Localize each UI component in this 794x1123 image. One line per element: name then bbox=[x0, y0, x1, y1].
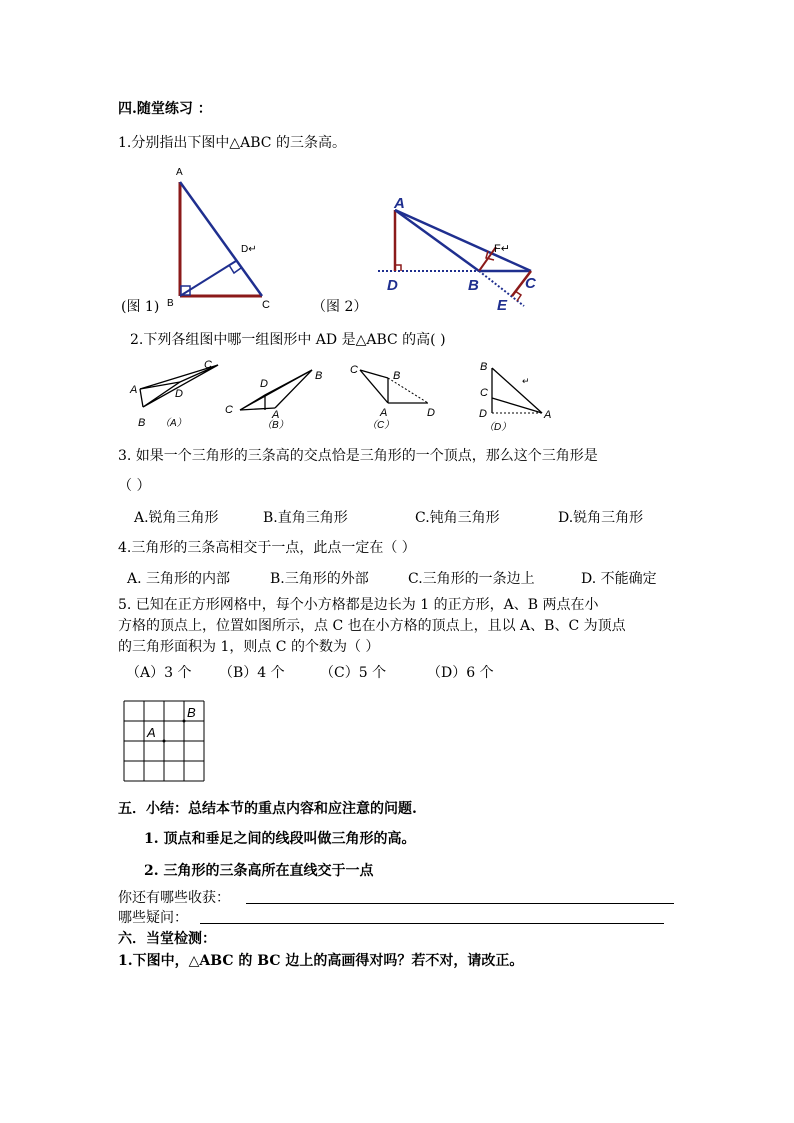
fig2-label-c: C bbox=[525, 275, 536, 292]
q5-grid bbox=[124, 701, 206, 783]
question-5-line-1: 5. 已知在正方形网格中，每个小方格都是边长为 1 的正方形，A、B 两点在小 bbox=[118, 597, 599, 613]
figure-1-caption: (图 1) bbox=[121, 299, 160, 315]
svg-text:C: C bbox=[225, 404, 233, 416]
figure-2-caption: （图 2） bbox=[312, 299, 368, 315]
summary-item-2: 2. 三角形的三条高所在直线交于一点 bbox=[144, 863, 374, 879]
fig1-label-b: B bbox=[167, 298, 174, 309]
svg-text:D: D bbox=[175, 388, 183, 400]
q4-option-d: D. 不能确定 bbox=[581, 571, 657, 587]
q4-option-a: A. 三角形的内部 bbox=[127, 571, 231, 587]
question-1: 1.分别指出下图中△ABC 的三条高。 bbox=[118, 135, 346, 151]
svg-text:D: D bbox=[427, 407, 435, 419]
q5-option-d: （D）6 个 bbox=[427, 665, 494, 681]
fig1-label-a: A bbox=[176, 167, 183, 178]
gains-answer-line bbox=[246, 903, 674, 904]
svg-text:（D）: （D） bbox=[484, 422, 512, 433]
fig2-label-f: F↵ bbox=[494, 243, 510, 255]
q5-option-a: （A）3 个 bbox=[126, 665, 192, 681]
fig1-label-c: C bbox=[262, 299, 270, 311]
doubts-label: 哪些疑问： bbox=[118, 910, 188, 926]
q5-option-b: （B）4 个 bbox=[219, 665, 285, 681]
q2-option-b-figure bbox=[220, 360, 340, 430]
q4-option-b: B.三角形的外部 bbox=[270, 571, 369, 587]
question-4: 4.三角形的三条高相交于一点，此点一定在（ ） bbox=[118, 540, 416, 556]
q5-option-c: （C）5 个 bbox=[320, 665, 387, 681]
q2-option-d-figure bbox=[474, 358, 574, 436]
question-2: 2.下列各组图中哪一组图形中 AD 是△ABC 的高( ) bbox=[130, 332, 446, 348]
svg-text:B: B bbox=[315, 370, 323, 382]
svg-text:C: C bbox=[480, 387, 488, 399]
figure-2 bbox=[375, 190, 545, 315]
svg-text:A: A bbox=[380, 407, 388, 419]
q3-option-d: D.锐角三角形 bbox=[558, 510, 644, 526]
svg-text:C: C bbox=[350, 364, 358, 376]
fig1-label-d: D↵ bbox=[241, 244, 257, 255]
svg-text:A: A bbox=[544, 409, 552, 421]
grid-label-a: A bbox=[147, 725, 156, 740]
section6-question-1: 1.下图中，△ABC 的 BC 边上的高画得对吗？若不对，请改正。 bbox=[118, 953, 524, 969]
grid-label-b: B bbox=[187, 705, 196, 720]
question-3-blank: （ ） bbox=[118, 478, 151, 494]
question-5-line-3: 的三角形面积为 1，则点 C 的个数为（ ） bbox=[118, 639, 380, 655]
figure-1 bbox=[150, 160, 290, 320]
svg-text:D: D bbox=[479, 408, 487, 420]
q2-option-c-figure bbox=[345, 358, 455, 436]
doubts-answer-line bbox=[200, 923, 664, 924]
grid-point-a bbox=[163, 740, 166, 743]
svg-text:D: D bbox=[260, 378, 268, 390]
svg-text:B: B bbox=[393, 370, 401, 382]
svg-text:（A）: （A） bbox=[160, 418, 187, 429]
grid-point-b bbox=[183, 720, 186, 723]
fig2-label-d: D bbox=[387, 277, 398, 294]
section4-title: 四.随堂练习 ： bbox=[118, 101, 212, 117]
gains-label: 你还有哪些收获： bbox=[118, 890, 230, 906]
svg-text:A: A bbox=[130, 384, 138, 396]
q2-option-a-figure bbox=[128, 355, 228, 435]
section6-title: 六．当堂检测： bbox=[118, 931, 216, 947]
summary-item-1: 1. 顶点和垂足之间的线段叫做三角形的高。 bbox=[144, 831, 416, 847]
question-3: 3. 如果一个三角形的三条高的交点恰是三角形的一个顶点，那么这个三角形是 bbox=[118, 448, 598, 464]
svg-text:↵: ↵ bbox=[522, 376, 530, 386]
q3-option-c: C.钝角三角形 bbox=[415, 510, 500, 526]
svg-text:（C）: （C） bbox=[367, 420, 395, 431]
q4-option-c: C.三角形的一条边上 bbox=[408, 571, 535, 587]
fig2-side-ab bbox=[395, 210, 479, 271]
q3-option-a: A.锐角三角形 bbox=[134, 510, 219, 526]
svg-text:B: B bbox=[138, 417, 146, 429]
svg-text:B: B bbox=[480, 361, 488, 373]
svg-text:C: C bbox=[204, 359, 212, 371]
svg-text:（B）: （B） bbox=[262, 420, 289, 431]
fig1-altitude-bd bbox=[180, 261, 236, 296]
fig1-side-ac bbox=[180, 182, 262, 296]
question-5-line-2: 方格的顶点上，位置如图所示，点 C 也在小方格的顶点上，且以 A、B、C 为顶点 bbox=[118, 618, 626, 634]
fig2-label-e: E bbox=[497, 297, 508, 314]
fig2-label-a: A bbox=[394, 195, 405, 212]
fig2-side-ac bbox=[395, 210, 531, 271]
section5-title: 五．小结：总结本节的重点内容和应注意的问题. bbox=[118, 801, 417, 817]
fig2-label-b: B bbox=[468, 277, 479, 294]
svg-text:A: A bbox=[272, 409, 280, 421]
fig2-right-angle-e bbox=[515, 291, 521, 301]
q3-option-b: B.直角三角形 bbox=[263, 510, 348, 526]
